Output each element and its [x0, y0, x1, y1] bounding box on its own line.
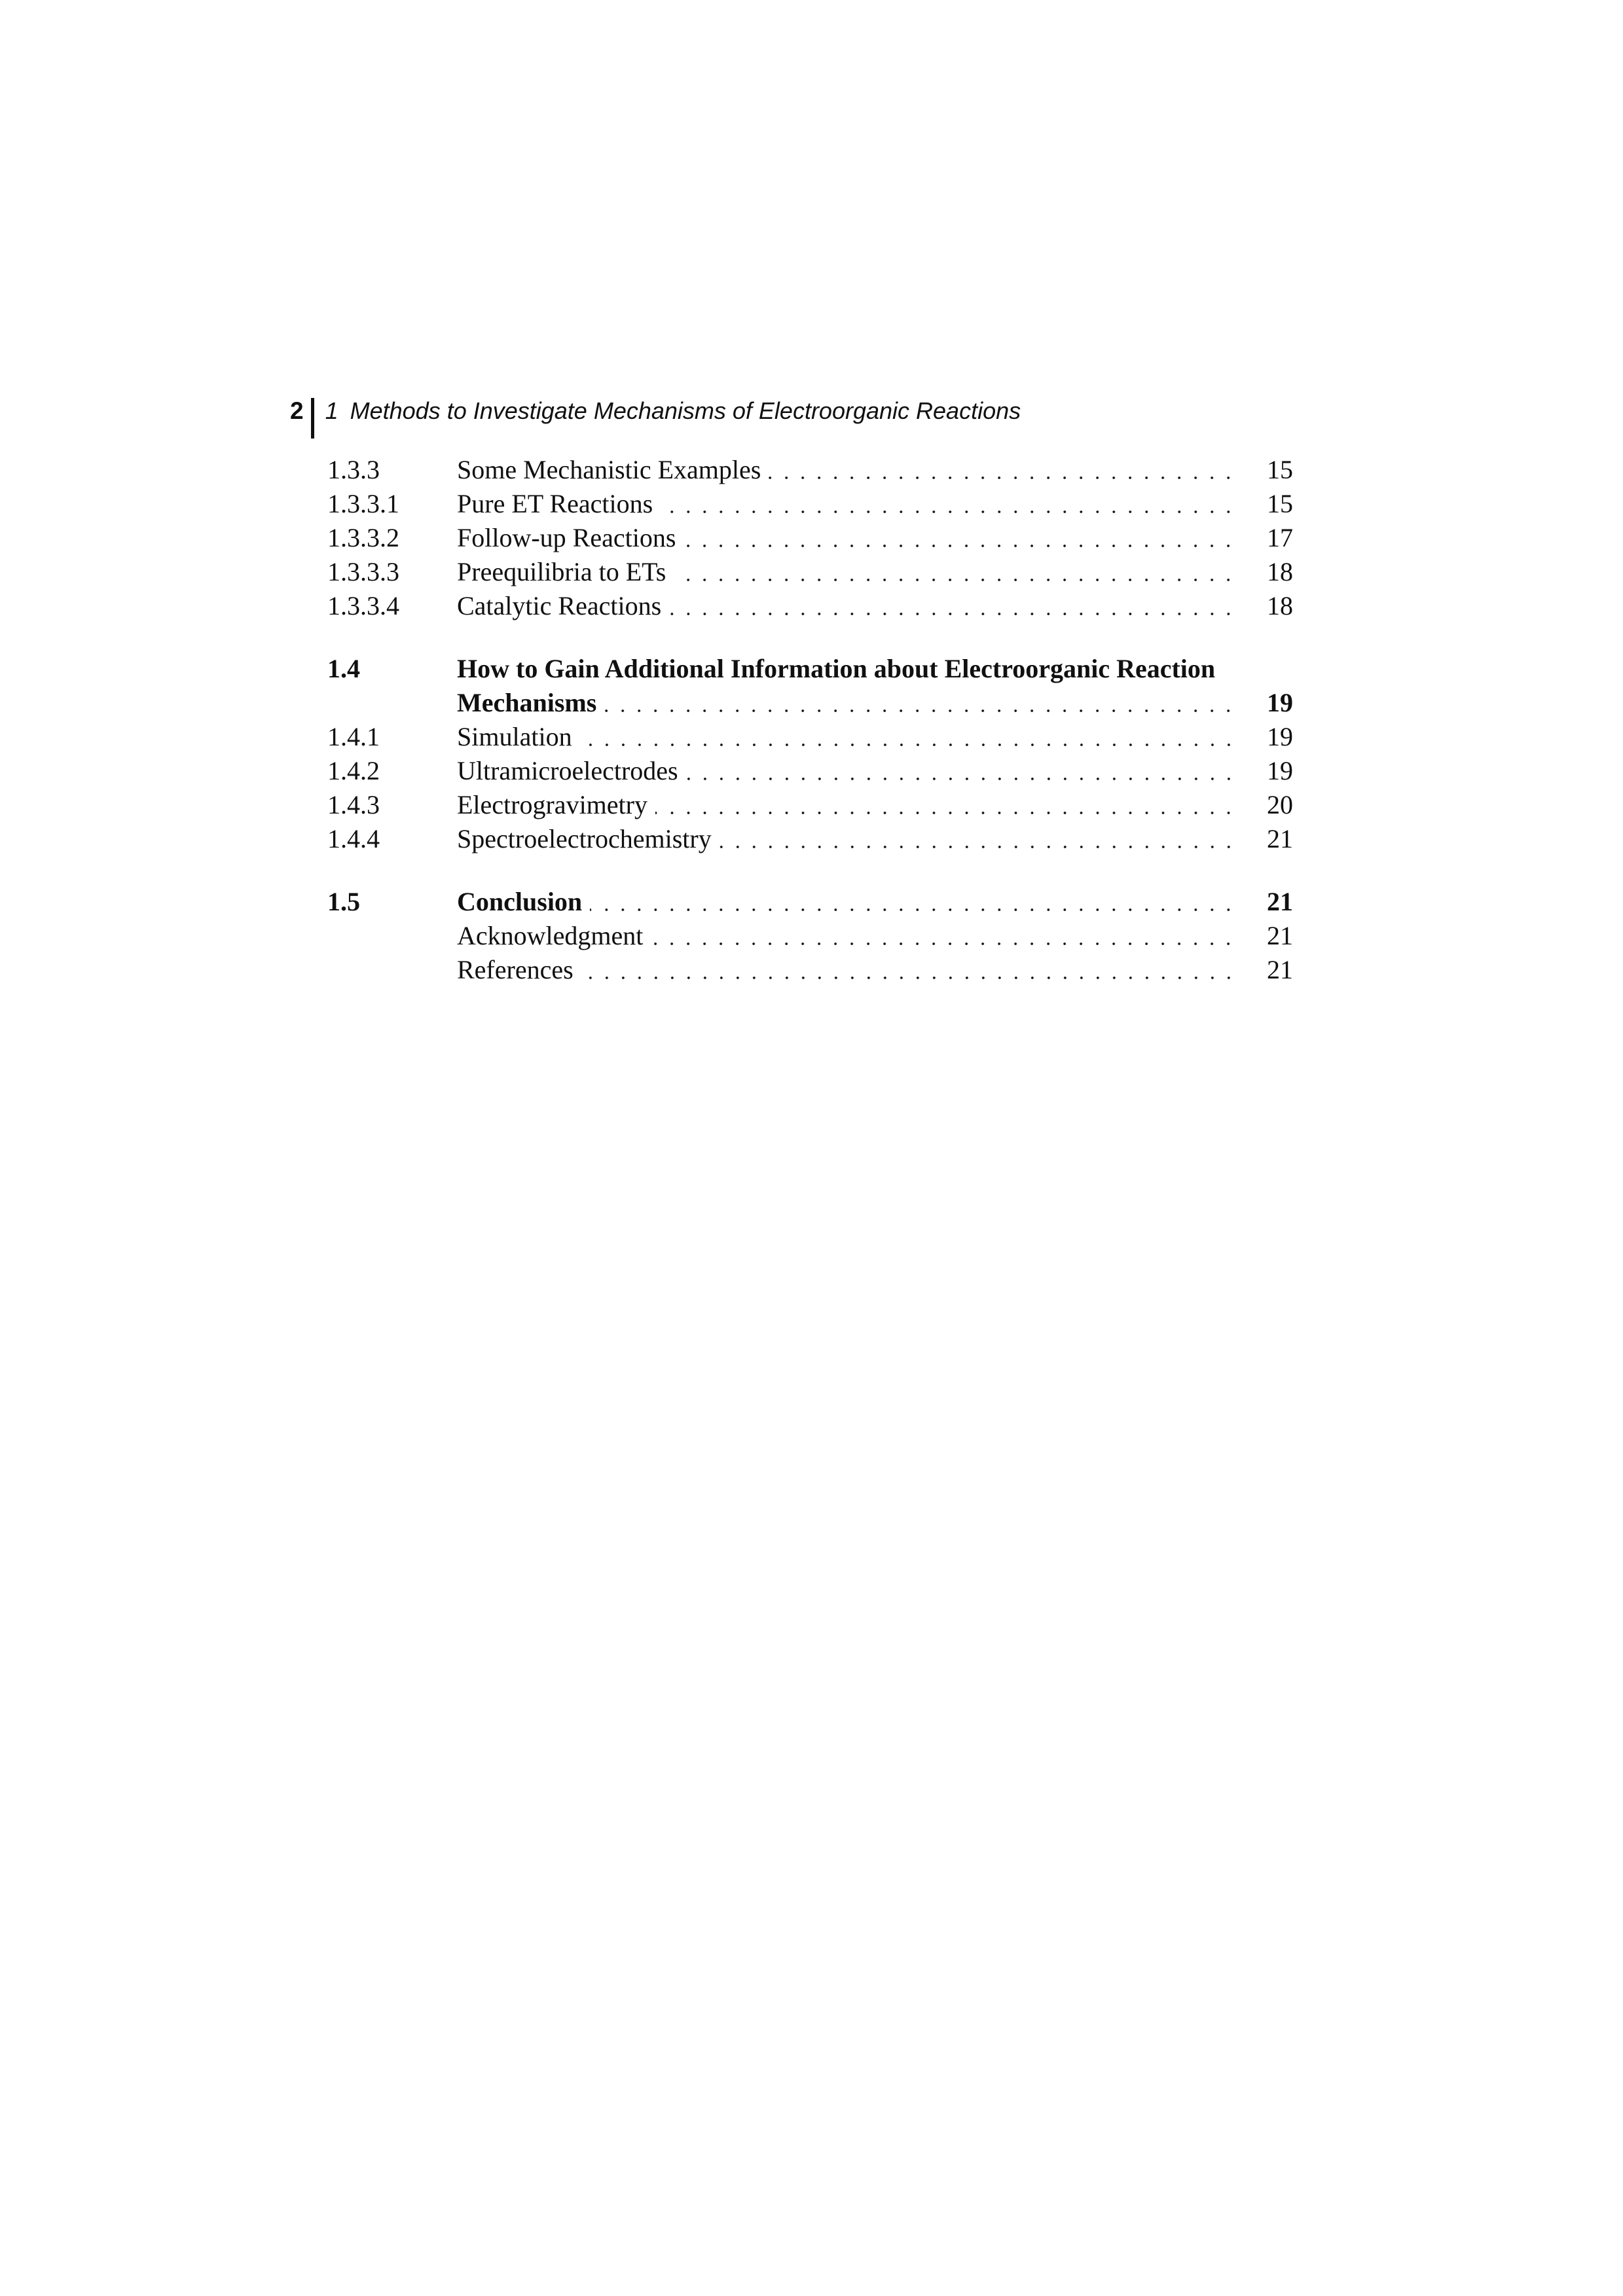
entry-title: Conclusion — [457, 887, 583, 916]
dot-leader — [1223, 652, 1275, 686]
entry-number: 1.3.3.3 — [327, 557, 399, 586]
entry-title: Electrogravimetry — [457, 790, 647, 819]
entry-number: 1.3.3.4 — [327, 591, 399, 620]
entry-number: 1.3.3 — [327, 455, 380, 484]
toc-entry — [327, 589, 1293, 623]
dot-leader — [669, 589, 1237, 623]
toc-entry — [327, 953, 1293, 987]
entry-page: 15 — [1267, 455, 1293, 484]
entry-page: 19 — [1267, 756, 1293, 785]
toc-entry — [327, 754, 1293, 788]
entry-title: Preequilibria to ETs — [457, 557, 666, 586]
entry-title: Some Mechanistic Examples — [457, 455, 761, 484]
toc-group-1-5 — [327, 885, 1293, 987]
entry-title: Mechanisms — [457, 688, 597, 717]
toc-entry — [327, 652, 1293, 686]
dot-leader — [581, 953, 1237, 987]
entry-title: Pure ET Reactions — [457, 489, 653, 518]
dot-leader — [590, 885, 1237, 919]
dot-leader — [651, 919, 1237, 953]
entry-page: 15 — [1267, 489, 1293, 518]
entry-page: 18 — [1267, 591, 1293, 620]
toc-entry — [327, 822, 1293, 856]
entry-page: 19 — [1267, 688, 1293, 717]
dot-leader — [661, 487, 1237, 521]
entry-title: Catalytic Reactions — [457, 591, 662, 620]
toc-group-1-3-3 — [327, 453, 1293, 623]
entry-page: 17 — [1267, 523, 1293, 552]
toc-entry — [327, 919, 1293, 953]
entry-number: 1.4.4 — [327, 824, 380, 853]
toc-entry — [327, 487, 1293, 521]
entry-page: 21 — [1267, 824, 1293, 853]
dot-leader — [674, 555, 1237, 589]
dot-leader — [769, 453, 1237, 487]
toc-entry — [327, 521, 1293, 555]
entry-number: 1.3.3.1 — [327, 489, 399, 518]
entry-number: 1.4.3 — [327, 790, 380, 819]
entry-page: 21 — [1267, 887, 1293, 916]
toc-group-1-4 — [327, 652, 1293, 856]
entry-title: References — [457, 955, 574, 984]
toc-entry — [327, 885, 1293, 919]
entry-title: Follow-up Reactions — [457, 523, 676, 552]
toc-entry — [327, 453, 1293, 487]
dot-leader — [655, 788, 1237, 822]
entry-title: Simulation — [457, 722, 572, 751]
dot-leader — [686, 754, 1237, 788]
header-divider — [311, 398, 314, 439]
chapter-title: Methods to Investigate Mechanisms of Electroorganic Reactions — [350, 397, 1021, 424]
toc-entry — [327, 788, 1293, 822]
entry-number: 1.3.3.2 — [327, 523, 399, 552]
running-header — [290, 397, 1021, 439]
entry-title: How to Gain Additional Information about Electroorganic Reaction — [457, 654, 1216, 683]
entry-title: Spectroelectrochemistry — [457, 824, 712, 853]
entry-number: 1.4.1 — [327, 722, 380, 751]
toc-entry — [327, 555, 1293, 589]
page-number: 2 — [290, 397, 304, 424]
entry-number: 1.4.2 — [327, 756, 380, 785]
entry-page: 20 — [1267, 790, 1293, 819]
entry-page: 21 — [1267, 921, 1293, 950]
table-of-contents — [327, 453, 1293, 987]
dot-leader — [720, 822, 1237, 856]
dot-leader — [580, 720, 1237, 754]
toc-entry — [327, 686, 1293, 720]
entry-number: 1.4 — [327, 654, 360, 683]
entry-page: 19 — [1267, 722, 1293, 751]
toc-entry — [327, 720, 1293, 754]
entry-page: 18 — [1267, 557, 1293, 586]
dot-leader — [604, 686, 1237, 720]
running-header-text — [325, 397, 1021, 425]
dot-leader — [684, 521, 1237, 555]
entry-title: Acknowledgment — [457, 921, 644, 950]
entry-number: 1.5 — [327, 887, 360, 916]
chapter-number: 1 — [325, 397, 338, 424]
entry-page: 21 — [1267, 955, 1293, 984]
entry-title: Ultramicroelectrodes — [457, 756, 678, 785]
